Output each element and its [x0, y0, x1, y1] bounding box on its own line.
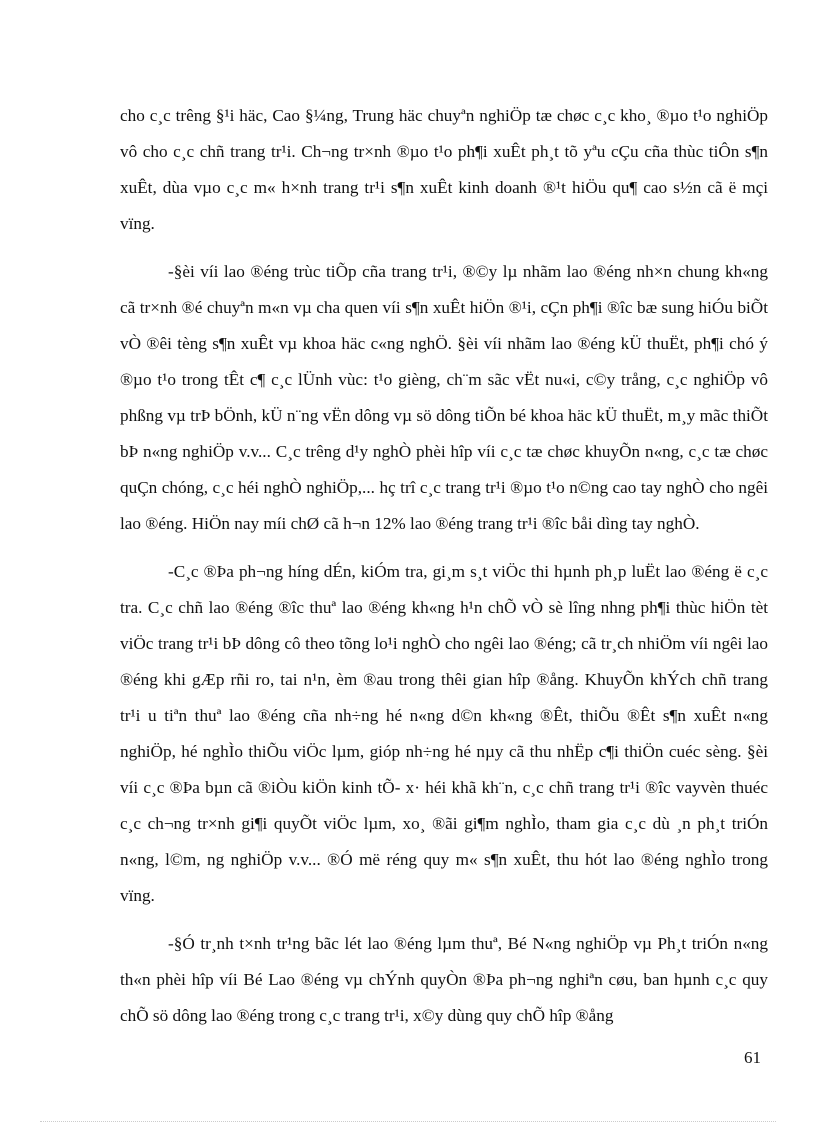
body-text [120, 98, 768, 1034]
paragraph-2: -§èi víi lao ®éng trùc tiÕp cña trang tr¹i, ®©y lµ nhãm lao ®éng nh×n chung kh«ng cã tr×nh ®é chuyªn m«n vµ cha quen víi s¶n xuÊt hiÖn ®¹i, cÇn ph¶i ®îc bæ sung hiÓu biÕt vÒ ®êi tèng s¶n xuÊt vµ khoa häc c«ng nghÖ. §èi víi nhãm lao ®éng kÜ thuËt, ph¶i chó ý ®µo t¹o trong tÊt c¶ c¸c lÜnh vùc: t¹o gièng, ch¨m sãc vËt nu«i, c©y trång, c¸c nghiÖp vô phßng vµ trÞ bÖnh, kÜ n¨ng vËn dông vµ sö dông tiÕn bé khoa häc kÜ thuËt, m¸y mãc thiÕt bÞ n«ng nghiÖp v.v... C¸c trêng d¹y nghÒ phèi hîp víi c¸c tæ chøc khuyÕn n«ng, c¸c tæ chøc quÇn chóng, c¸c héi nghÒ nghiÖp,... hç trî c¸c trang tr¹i ®µo t¹o n©ng cao tay nghÒ cho ngêi lao ®éng. HiÖn nay míi chØ cã h¬n 12% lao ®éng trang tr¹i ®îc båi dìng tay nghÒ. [120, 262, 768, 533]
paragraph-4: -§Ó tr¸nh t×nh tr¹ng bãc lét lao ®éng lµm thuª, Bé N«ng nghiÖp vµ Ph¸t triÓn n«ng th«n phèi hîp víi Bé Lao ®éng vµ chÝnh quyÒn ®Þa ph¬ng nghiªn cøu, ban hµnh c¸c quy chÕ sö dông lao ®éng trong c¸c trang tr¹i, x©y dùng quy chÕ hîp ®ång [120, 934, 768, 1025]
paragraph-3: -C¸c ®Þa ph¬ng híng dÉn, kiÓm tra, gi¸m s¸t viÖc thi hµnh ph¸p luËt lao ®éng ë c¸c tra. C¸c chñ lao ®éng ®îc thuª lao ®éng kh«ng h¹n chÕ vÒ sè lîng nhng ph¶i thùc hiÖn tèt viÖc trang tr¹i bÞ dông cô theo tõng lo¹i nghÒ cho ngêi lao ®éng; cã tr¸ch nhiÖm víi ngêi lao ®éng khi gÆp rñi ro, tai n¹n, èm ®au trong thêi gian hîp ®ång. KhuyÕn khÝch chñ trang tr¹i u tiªn thuª lao ®éng cña nh÷ng hé n«ng d©n kh«ng ®Êt, thiÕu ®Êt s¶n xuÊt n«ng nghiÖp, hé nghÌo thiÕu viÖc lµm, gióp nh÷ng hé nµy cã thu nhËp c¶i thiÖn cuéc sèng. §èi víi c¸c ®Þa bµn cã ®iÒu kiÖn kinh tÕ- x· héi khã kh¨n, c¸c chñ trang tr¹i ®îc vayvèn thuéc c¸c ch¬ng tr×nh gi¶i quyÕt viÖc lµm, xo¸ ®ãi gi¶m nghÌo, tham gia c¸c dù ¸n ph¸t triÓn n«ng, l©m, ng nghiÖp v.v... ®Ó më réng quy m« s¶n xuÊt, thu hót lao ®éng nghÌo trong vïng. [120, 562, 768, 905]
paragraph-1: cho c¸c trêng §¹i häc, Cao §¼ng, Trung häc chuyªn nghiÖp tæ chøc c¸c kho¸ ®µo t¹o nghiÖp vô cho c¸c chñ trang tr¹i. Ch¬ng tr×nh ®µo t¹o ph¶i xuÊt ph¸t tõ yªu cÇu cña thùc tiÔn s¶n xuÊt, dùa vµo c¸c m« h×nh trang tr¹i s¶n xuÊt kinh doanh ®¹t hiÖu qu¶ cao s½n cã ë mçi vïng. [120, 106, 768, 233]
page-number: 61 [744, 1048, 761, 1067]
page-bottom-divider [40, 1121, 776, 1122]
